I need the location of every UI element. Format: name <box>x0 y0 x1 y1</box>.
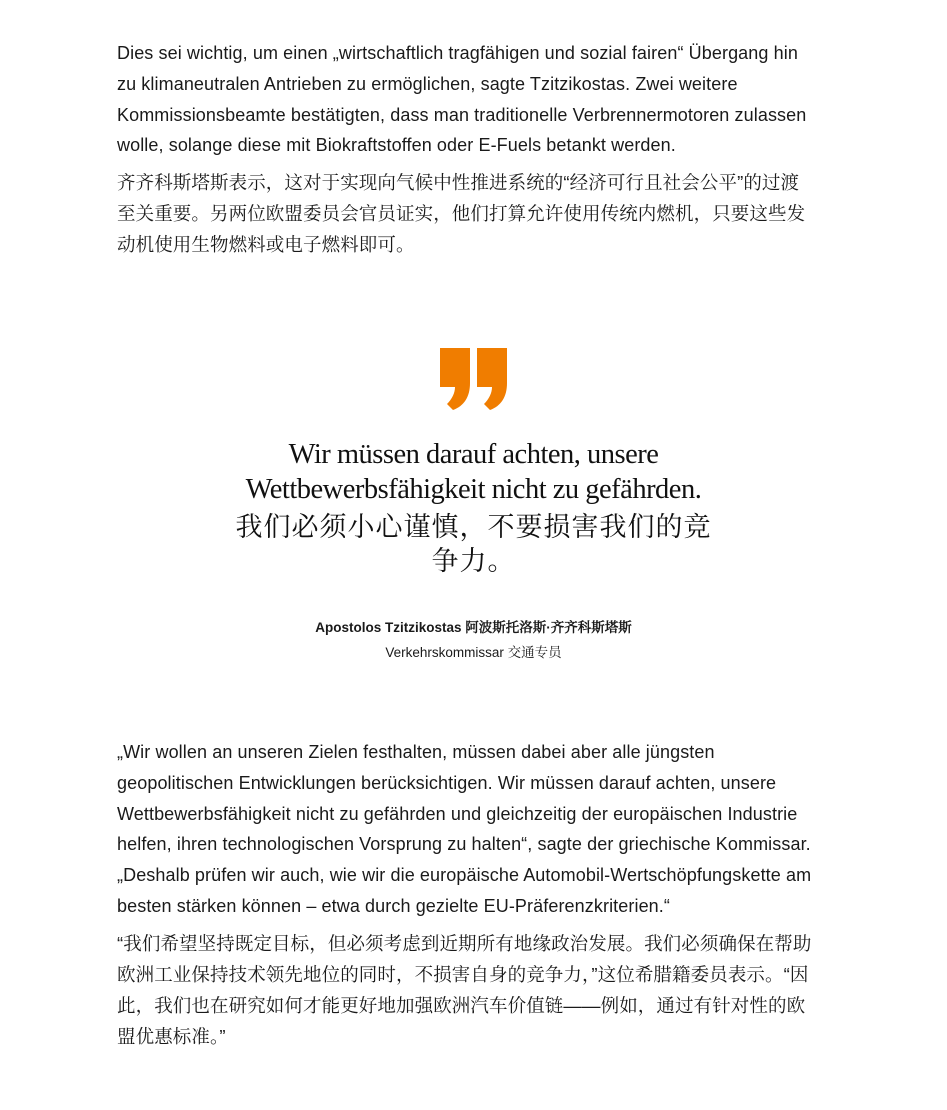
paragraph-chinese: 齐齐科斯塔斯表示，这对于实现向气候中性推进系统的“经济可行且社会公平”的过渡至关重要。另两位欧盟委员会官员证实，他们打算允许使用传统内燃机，只要这些发动机使用生物燃料或电子燃料即可。 <box>117 172 806 256</box>
quote-text-chinese: 我们必须小心谨慎，不要损害我们的竞争力。 <box>235 512 712 577</box>
paragraph-german: Dies sei wichtig, um einen „wirtschaftlich tragfähigen und sozial fairen“ Übergang hin zu klimaneutralen Antrieben zu ermöglichen, sagte Tzitzikostas. Zwei weitere Kommissionsbeamte bestätigten, dass man traditionelle Verbrennermotoren zulassen wolle, solange diese mit Biokraftstoffen oder E-Fuels betankt werden. <box>117 43 807 156</box>
quote-text-german: Wir müssen darauf achten, unsere Wettbewerbsfähigkeit nicht zu gefährden. <box>245 439 702 505</box>
paragraph-german: „Wir wollen an unseren Zielen festhalten, müssen dabei aber alle jüngsten geopolitischen Entwicklungen berücksichtigen. Wir müssen darauf achten, unsere Wettbewerbsfähigkeit nicht zu gefährden und gleichzeitig der europäischen Industrie helfen, ihren technologischen Vorsprung zu halten“, sagte der griechische Kommissar. „Deshalb prüfen wir auch, wie wir die europäische Automobil-Wertschöpfungskette am besten stärken können – etwa durch gezielte EU-Präferenzkriterien.“ <box>117 742 812 916</box>
paragraph-chinese: “我们希望坚持既定目标，但必须考虑到近期所有地缘政治发展。我们必须确保在帮助欧洲工业保持技术领先地位的同时，不损害自身的竞争力，”这位希腊籍委员表示。“因此，我们也在研究如何才能更好地加强欧洲汽车价值链——例如，通过有针对性的欧盟优惠标准。” <box>117 932 812 1047</box>
quote-mark-icon <box>439 345 509 411</box>
quote-mark-right <box>477 348 507 410</box>
article-body-top <box>117 38 817 260</box>
quote-attribution <box>0 615 947 665</box>
pull-quote <box>0 345 947 665</box>
quote-author-role: Verkehrskommissar 交通专员 <box>385 645 562 660</box>
quote-author: Apostolos Tzitzikostas 阿波斯托洛斯·齐齐科斯塔斯 <box>315 620 632 635</box>
article-body-bottom <box>117 737 817 1052</box>
quote-mark-left <box>440 348 470 410</box>
